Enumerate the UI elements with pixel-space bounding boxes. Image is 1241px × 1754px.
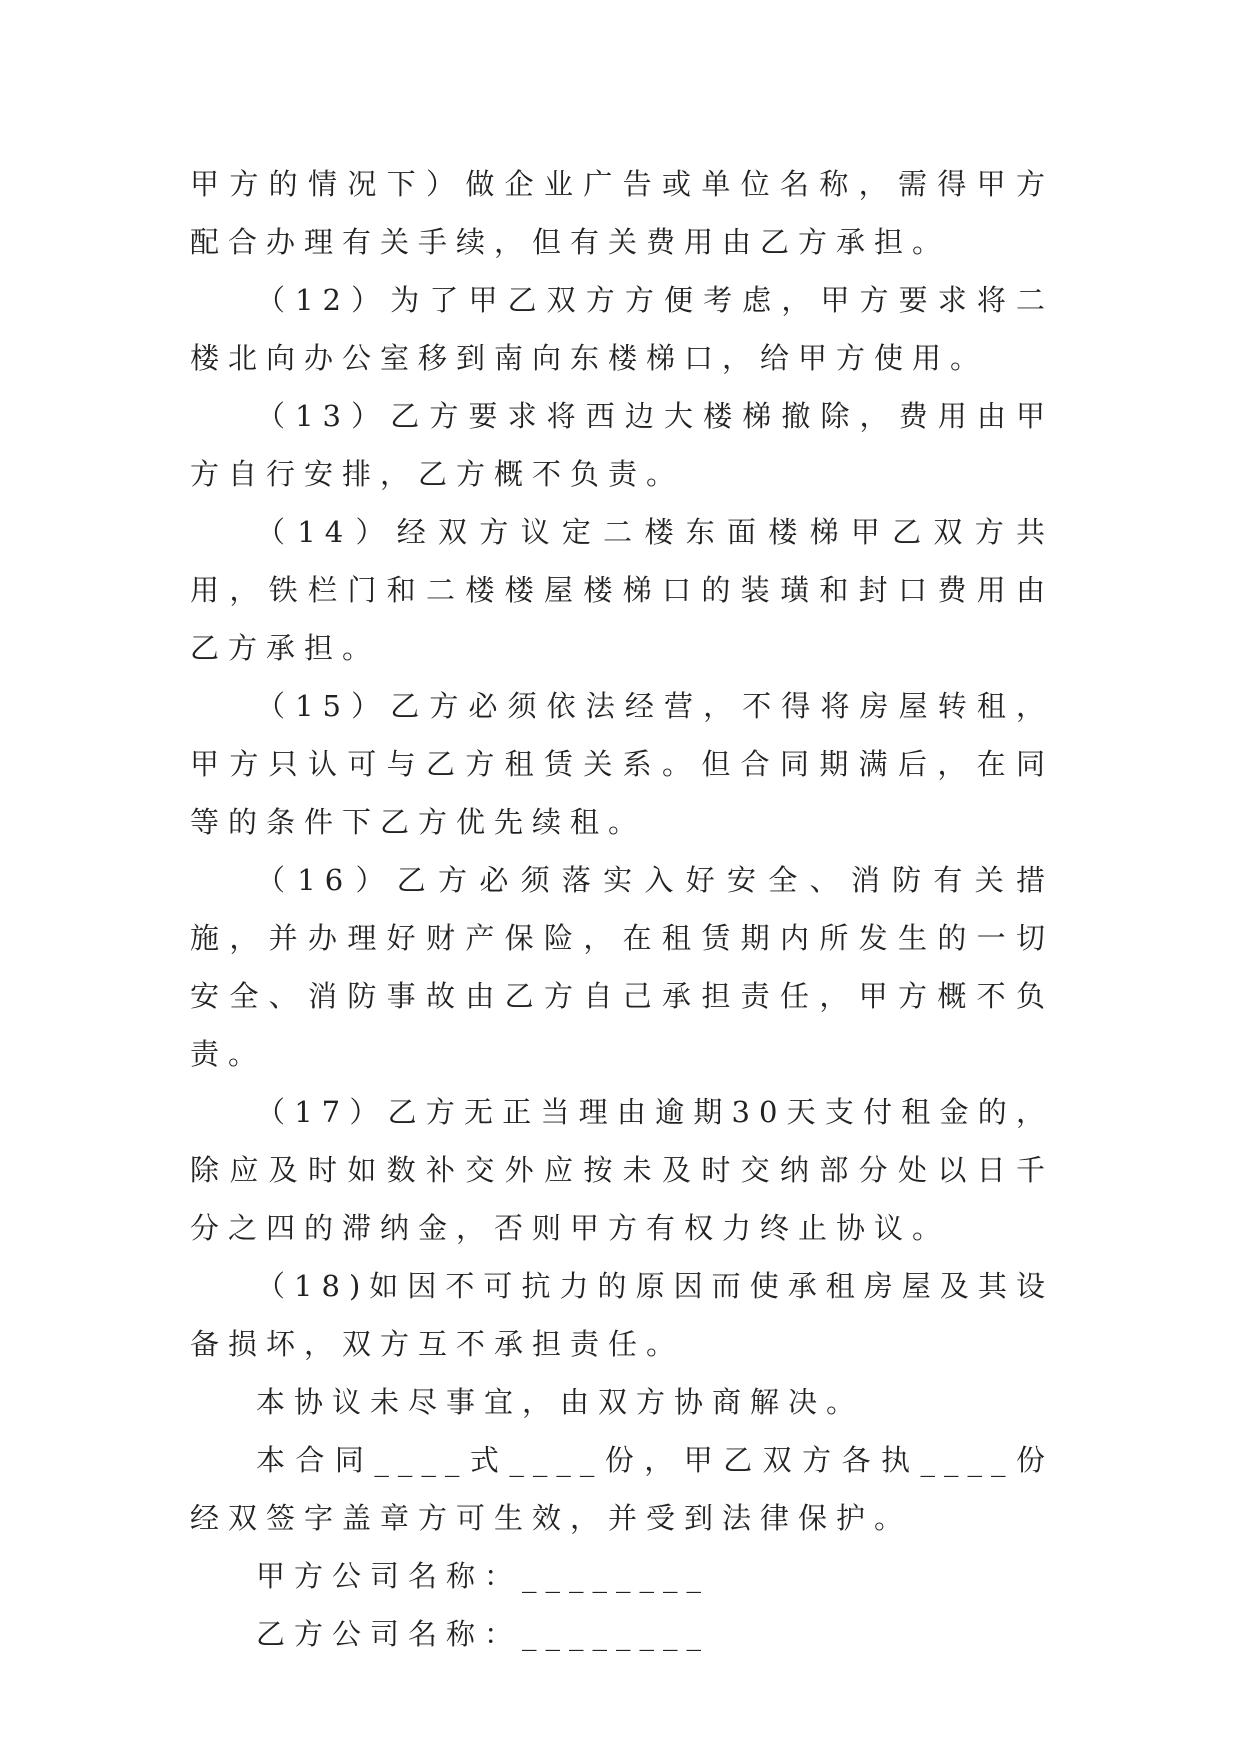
clause-16: （16）乙方必须落实入好安全、消防有关措施，并办理好财产保险，在租赁期内所发生的一切安全、消防事故由乙方自己承担责任，甲方概不负责。	[190, 863, 1054, 1071]
paragraph-unresolved-matters: 本协议未尽事宜，由双方协商解决。	[256, 1385, 865, 1419]
document-page	[190, 155, 1054, 1663]
paragraph-continuation: 甲方的情况下）做企业广告或单位名称，需得甲方配合办理有关手续，但有关费用由乙方承担。	[190, 167, 1054, 259]
clause-15: （15）乙方必须依法经营，不得将房屋转租，甲方只认可与乙方租赁关系。但合同期满后，在同等的条件下乙方优先续租。	[190, 689, 1054, 839]
paragraph-copies: 本合同____式____份，甲乙双方各执____份经双签字盖章方可生效，并受到法律保护。	[190, 1443, 1054, 1535]
clause-14: （14）经双方议定二楼东面楼梯甲乙双方共用，铁栏门和二楼楼屋楼梯口的装璜和封口费用由乙方承担。	[190, 515, 1054, 665]
party-a-signature-line: 甲方公司名称：________	[256, 1559, 711, 1593]
clause-17: （17）乙方无正当理由逾期30天支付租金的，除应及时如数补交外应按未及时交纳部分处以日千分之四的滞纳金，否则甲方有权力终止协议。	[190, 1095, 1054, 1245]
clause-18: （18)如因不可抗力的原因而使承租房屋及其设备损坏，双方互不承担责任。	[190, 1269, 1054, 1361]
clause-12: （12）为了甲乙双方方便考虑，甲方要求将二楼北向办公室移到南向东楼梯口，给甲方使用。	[190, 283, 1054, 375]
party-b-signature-line: 乙方公司名称：________	[256, 1617, 711, 1651]
clause-13: （13）乙方要求将西边大楼梯撤除，费用由甲方自行安排，乙方概不负责。	[190, 399, 1054, 491]
